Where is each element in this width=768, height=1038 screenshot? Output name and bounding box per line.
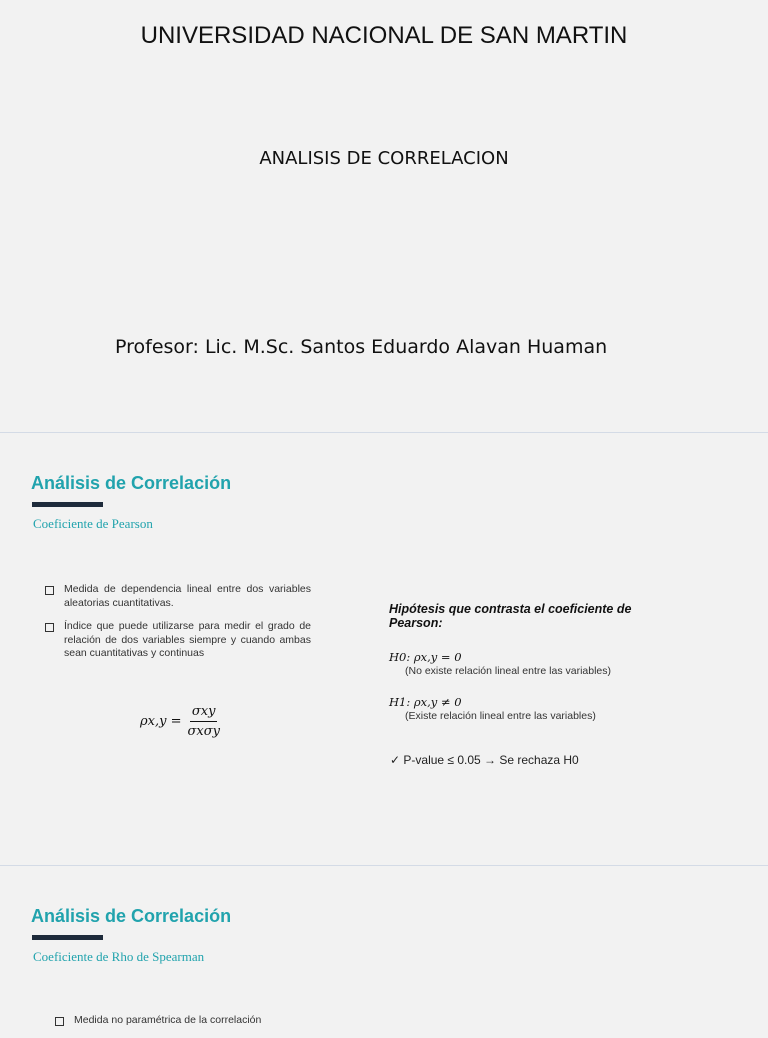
title-slide: [0, 0, 768, 432]
slide-subtitle: Coeficiente de Rho de Spearman: [33, 949, 205, 964]
pearson-slide: [0, 433, 768, 865]
bullet-list: [55, 1014, 321, 1038]
bullet-list: [45, 583, 311, 671]
pearson-formula: ρx,y = $\frac{\text{σxy}}{\text{σxσy}}$: [140, 704, 220, 739]
decision-rule: ✓ P-value ≤ 0.05 → Se rechaza H0: [390, 753, 579, 767]
list-item: Índice que puede utilizarse para medir el grado de relación de dos variables siempre y cuando ambas sean cuantitativas y continuas: [45, 620, 311, 661]
title-underline: [32, 502, 103, 507]
checkbox-bullet-icon: [45, 586, 54, 595]
list-item: Medida de dependencia lineal entre dos variables aleatorias cuantitativas.: [45, 583, 311, 610]
professor-name: Profesor: Lic. M.Sc. Santos Eduardo Alavan Huaman: [115, 336, 608, 358]
slide-title: Análisis de Correlación: [31, 906, 232, 926]
checkbox-bullet-icon: [55, 1017, 64, 1026]
hypothesis-title: Hipótesis que contrasta el coeficiente de Pearson:: [389, 602, 632, 630]
slide-subtitle: Coeficiente de Pearson: [33, 516, 153, 531]
university-name: UNIVERSIDAD NACIONAL DE SAN MARTIN: [140, 22, 628, 49]
presentation-subtitle: ANALISIS DE CORRELACION: [259, 148, 509, 169]
title-underline: [32, 935, 103, 940]
h0-equation: H0: ρx,y = 0: [389, 650, 462, 664]
spearman-slide: [0, 866, 768, 1024]
checkbox-bullet-icon: [45, 623, 54, 632]
slide-title: Análisis de Correlación: [31, 473, 232, 493]
h1-equation: H1: ρx,y ≠ 0: [389, 695, 462, 709]
list-item: Medida no paramétrica de la correlación: [55, 1014, 321, 1028]
h0-description: (No existe relación lineal entre las variables): [405, 665, 612, 677]
h1-description: (Existe relación lineal entre las variables): [405, 710, 596, 722]
